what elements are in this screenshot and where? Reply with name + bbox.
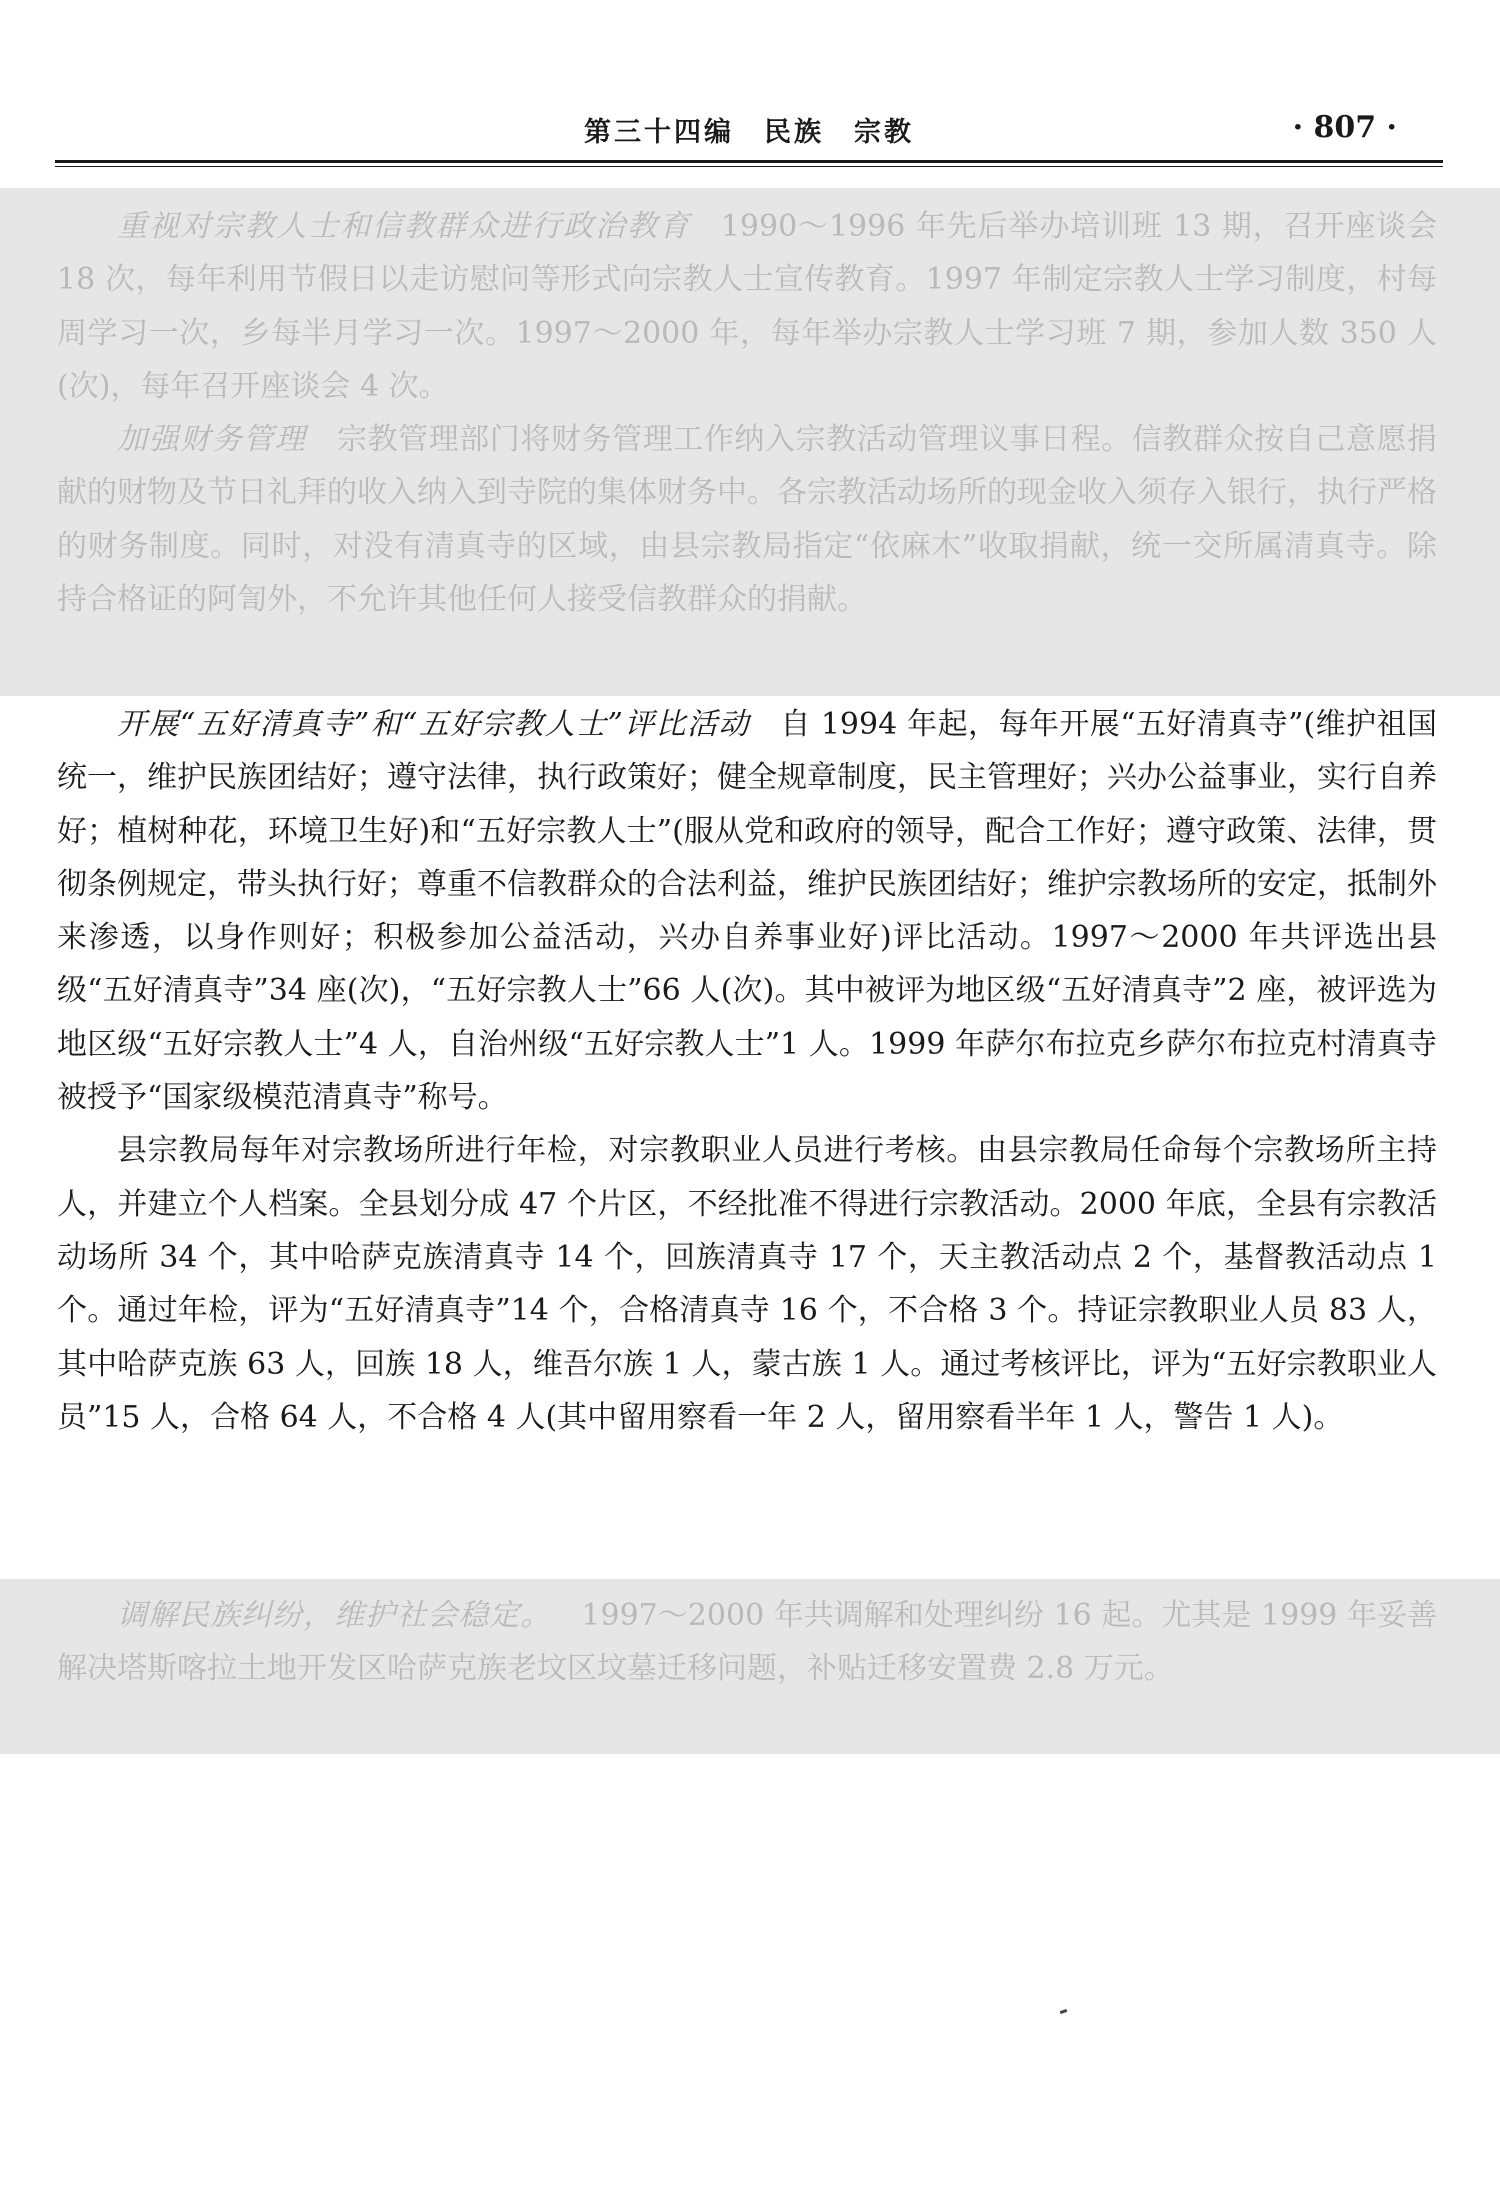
paragraph-five-good-campaign	[57, 698, 1437, 1124]
paragraph-text: 宗教管理部门将财务管理工作纳入宗教活动管理议事日程。信教群众按自己意愿捐献的财物及节日礼拜的收入纳入到寺院的集体财务中。各宗教活动场所的现金收入须存入银行，执行严格的财务制度。同时，对没有清真寺的区域，由县宗教局指定“依麻木”收取捐献，统一交所属清真寺。除持合格证的阿訇外，不允许其他任何人接受信教群众的捐献。	[57, 422, 1438, 618]
faded-section-bottom	[57, 1589, 1437, 1696]
paragraph-political-education	[57, 200, 1437, 413]
page-header	[55, 100, 1443, 164]
paragraph-financial-management	[57, 413, 1437, 626]
paragraph-text: 县宗教局每年对宗教场所进行年检，对宗教职业人员进行考核。由县宗教局任命每个宗教场所主持人，并建立个人档案。全县划分成 47 个片区，不经批准不得进行宗教活动。2000 年底，全县有宗教活动场所 34 个，其中哈萨克族清真寺 14 个，回族清真寺 17 个，天主教活动点 2 个，基督教活动点 1 个。通过年检，评为“五好清真寺”14 个，合格清真寺 16 个，不合格 3 个。持证宗教职业人员 83 人，其中哈萨克族 63 人，回族 18 人，维吾尔族 1 人，蒙古族 1 人。通过考核评比，评为“五好宗教职业人员”15 人，合格 64 人，不合格 4 人(其中留用察看一年 2 人，留用察看半年 1 人，警告 1 人)。	[57, 1133, 1437, 1435]
paragraph-lead: 开展“五好清真寺”和“五好宗教人士”评比活动	[117, 707, 750, 742]
faded-section-top	[57, 200, 1437, 626]
header-rule-thick	[55, 160, 1443, 163]
paragraph-text: 1990～1996 年先后举办培训班 13 期，召开座谈会 18 次，每年利用节假日以走访慰问等形式向宗教人士宣传教育。1997 年制定宗教人士学习制度，村每周学习一次，乡每半月学习一次。1997～2000 年，每年举办宗教人士学习班 7 期，参加人数 350 人(次)，每年召开座谈会 4 次。	[57, 209, 1438, 404]
paragraph-lead: 加强财务管理	[117, 422, 307, 458]
paragraph-lead: 调解民族纠纷，维护社会稳定。	[117, 1598, 552, 1633]
paragraph-lead: 重视对宗教人士和信教群众进行政治教育	[117, 209, 691, 244]
paragraph-text: 自 1994 年起，每年开展“五好清真寺”(维护祖国统一，维护民族团结好；遵守法律，执行政策好；健全规章制度，民主管理好；兴办公益事业，实行自养好；植树种花，环境卫生好)和“五好宗教人士”(服从党和政府的领导，配合工作好；遵守政策、法律，贯彻条例规定，带头执行好；尊重不信教群众的合法利益，维护民族团结好；维护宗教场所的安定，抵制外来渗透，以身作则好；积极参加公益活动，兴办自养事业好)评比活动。1997～2000 年共评选出县级“五好清真寺”34 座(次)，“五好宗教人士”66 人(次)。其中被评为地区级“五好清真寺”2 座，被评选为地区级“五好宗教人士”4 人，自治州级“五好宗教人士”1 人。1999 年萨尔布拉克乡萨尔布拉克村清真寺被授予“国家级模范清真寺”称号。	[57, 707, 1437, 1116]
scan-speck	[1060, 2009, 1068, 2014]
running-head: 第三十四编 民族 宗教	[584, 117, 914, 148]
paragraph-dispute-mediation	[57, 1589, 1437, 1696]
page-number: · 807 ·	[1292, 110, 1397, 145]
paragraph-annual-inspection	[57, 1124, 1437, 1444]
main-section	[57, 698, 1437, 1444]
paragraph-text: 1997～2000 年共调解和处理纠纷 16 起。尤其是 1999 年妥善解决塔斯喀拉土地开发区哈萨克族老坟区坟墓迁移问题，补贴迁移安置费 2.8 万元。	[57, 1598, 1437, 1687]
header-rule-thin	[55, 166, 1443, 167]
